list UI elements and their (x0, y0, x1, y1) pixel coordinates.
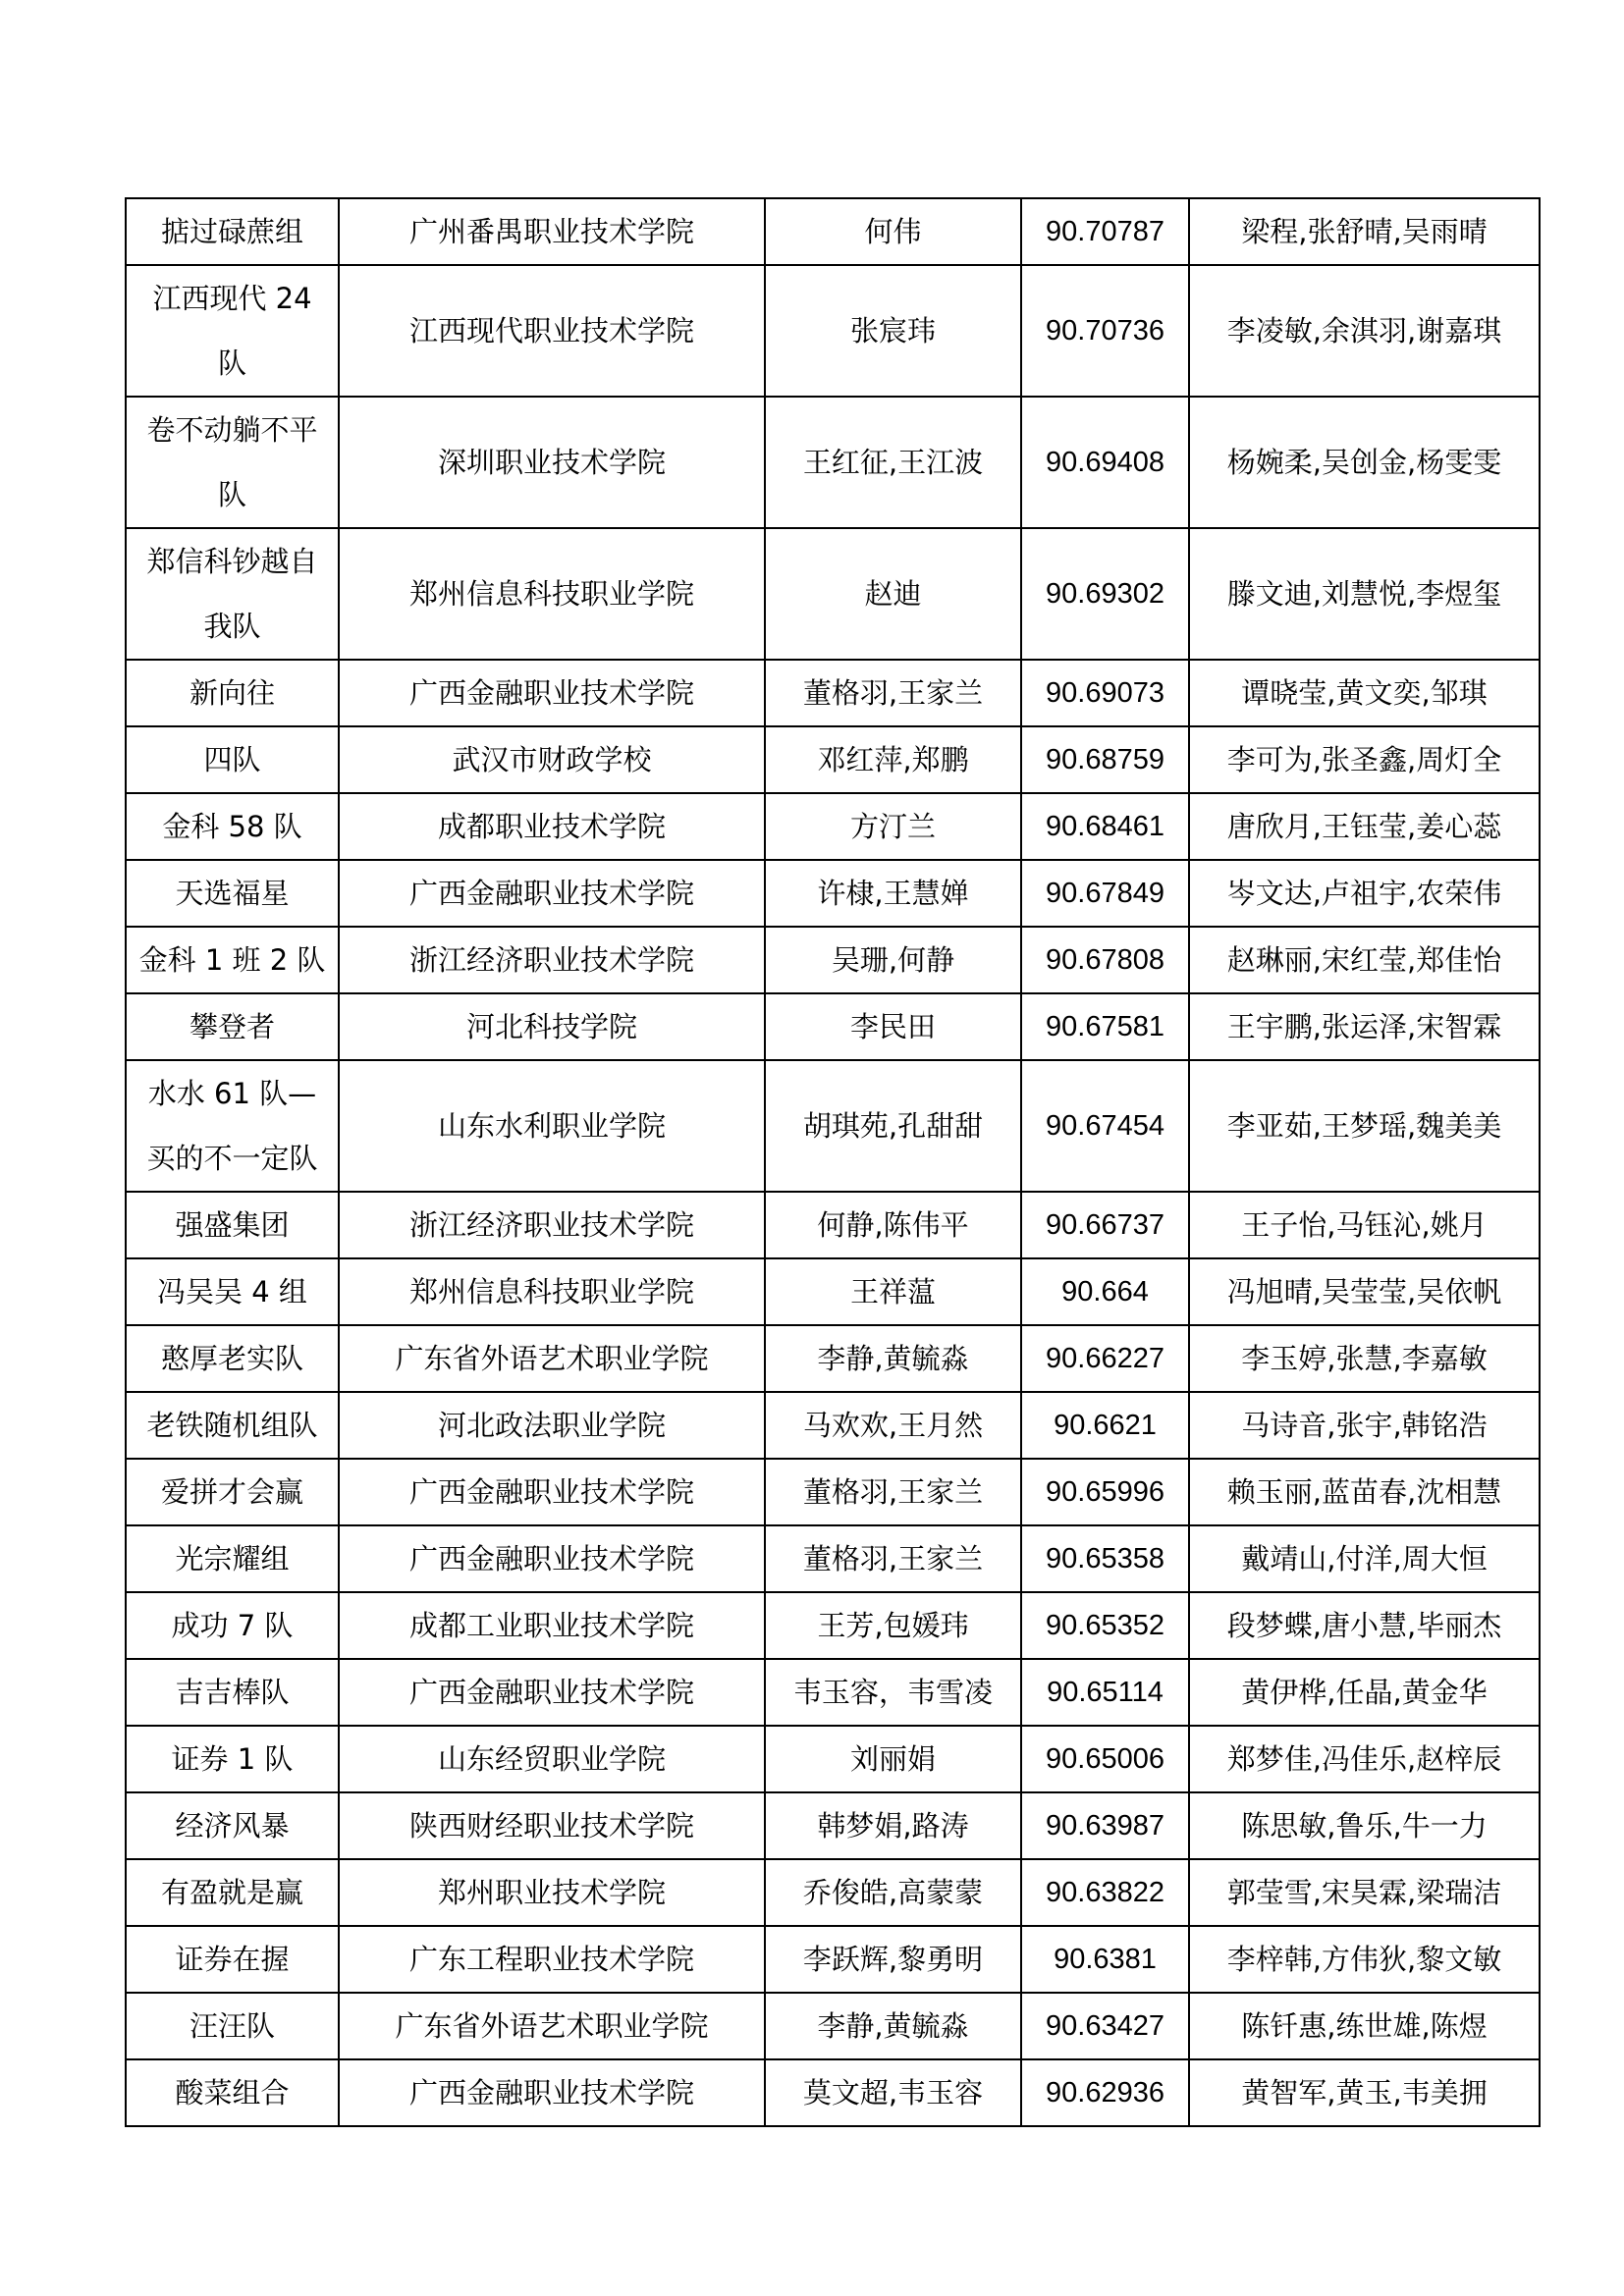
table-row (126, 1592, 1540, 1659)
coach-cell: 何静,陈伟平 (765, 1192, 1021, 1258)
score-cell: 90.68759 (1021, 726, 1189, 793)
score-cell: 90.63427 (1021, 1993, 1189, 2059)
school-cell: 成都工业职业技术学院 (339, 1592, 765, 1659)
school-cell: 广东省外语艺术职业学院 (339, 1993, 765, 2059)
score-cell: 90.65358 (1021, 1525, 1189, 1592)
members-cell: 陈思敏,鲁乐,牛一力 (1189, 1792, 1540, 1859)
team-name-cell: 掂过碌蔗组 (126, 198, 339, 265)
members-cell: 李亚茹,王梦瑶,魏美美 (1189, 1060, 1540, 1192)
coach-cell: 吴珊,何静 (765, 927, 1021, 993)
table-row (126, 726, 1540, 793)
table-row (126, 993, 1540, 1060)
members-cell: 王宇鹏,张运泽,宋智霖 (1189, 993, 1540, 1060)
results-table-body (126, 198, 1540, 2126)
score-cell: 90.67454 (1021, 1060, 1189, 1192)
score-cell: 90.68461 (1021, 793, 1189, 860)
table-row (126, 1192, 1540, 1258)
table-row (126, 528, 1540, 660)
team-name-cell: 水水 61 队—买的不一定队 (126, 1060, 339, 1192)
coach-cell: 李跃辉,黎勇明 (765, 1926, 1021, 1993)
score-cell: 90.67581 (1021, 993, 1189, 1060)
team-name-cell: 攀登者 (126, 993, 339, 1060)
team-name-cell: 酸菜组合 (126, 2059, 339, 2126)
table-row (126, 1859, 1540, 1926)
school-cell: 深圳职业技术学院 (339, 397, 765, 528)
members-cell: 马诗音,张宇,韩铭浩 (1189, 1392, 1540, 1459)
members-cell: 滕文迪,刘慧悦,李煜玺 (1189, 528, 1540, 660)
table-row (126, 660, 1540, 726)
members-cell: 李凌敏,余淇羽,谢嘉琪 (1189, 265, 1540, 397)
score-cell: 90.66737 (1021, 1192, 1189, 1258)
score-cell: 90.70736 (1021, 265, 1189, 397)
members-cell: 谭晓莹,黄文奕,邹琪 (1189, 660, 1540, 726)
team-name-cell: 天选福星 (126, 860, 339, 927)
table-row (126, 1060, 1540, 1192)
table-row (126, 860, 1540, 927)
table-row (126, 1792, 1540, 1859)
school-cell: 浙江经济职业技术学院 (339, 927, 765, 993)
table-row (126, 1459, 1540, 1525)
members-cell: 梁程,张舒晴,吴雨晴 (1189, 198, 1540, 265)
members-cell: 赵琳丽,宋红莹,郑佳怡 (1189, 927, 1540, 993)
school-cell: 山东水利职业学院 (339, 1060, 765, 1192)
members-cell: 冯旭晴,吴莹莹,吴依帆 (1189, 1258, 1540, 1325)
table-row (126, 198, 1540, 265)
coach-cell: 张宸玮 (765, 265, 1021, 397)
table-row (126, 1726, 1540, 1792)
members-cell: 黄伊桦,任晶,黄金华 (1189, 1659, 1540, 1726)
coach-cell: 邓红萍,郑鹏 (765, 726, 1021, 793)
coach-cell: 何伟 (765, 198, 1021, 265)
coach-cell: 马欢欢,王月然 (765, 1392, 1021, 1459)
school-cell: 山东经贸职业学院 (339, 1726, 765, 1792)
members-cell: 陈钎惠,练世雄,陈煜 (1189, 1993, 1540, 2059)
members-cell: 唐欣月,王钰莹,姜心蕊 (1189, 793, 1540, 860)
team-name-cell: 证券 1 队 (126, 1726, 339, 1792)
coach-cell: 李静,黄毓淼 (765, 1325, 1021, 1392)
members-cell: 王子怡,马钰沁,姚月 (1189, 1192, 1540, 1258)
score-cell: 90.6621 (1021, 1392, 1189, 1459)
coach-cell: 莫文超,韦玉容 (765, 2059, 1021, 2126)
school-cell: 广西金融职业技术学院 (339, 2059, 765, 2126)
table-row (126, 1258, 1540, 1325)
score-cell: 90.63822 (1021, 1859, 1189, 1926)
coach-cell: 方汀兰 (765, 793, 1021, 860)
table-row (126, 1659, 1540, 1726)
members-cell: 赖玉丽,蓝苗春,沈相慧 (1189, 1459, 1540, 1525)
coach-cell: 董格羽,王家兰 (765, 1459, 1021, 1525)
coach-cell: 董格羽,王家兰 (765, 660, 1021, 726)
table-row (126, 1392, 1540, 1459)
team-name-cell: 成功 7 队 (126, 1592, 339, 1659)
team-name-cell: 有盈就是赢 (126, 1859, 339, 1926)
school-cell: 成都职业技术学院 (339, 793, 765, 860)
coach-cell: 刘丽娟 (765, 1726, 1021, 1792)
coach-cell: 董格羽,王家兰 (765, 1525, 1021, 1592)
score-cell: 90.664 (1021, 1258, 1189, 1325)
school-cell: 浙江经济职业技术学院 (339, 1192, 765, 1258)
score-cell: 90.65114 (1021, 1659, 1189, 1726)
score-cell: 90.69073 (1021, 660, 1189, 726)
team-name-cell: 憨厚老实队 (126, 1325, 339, 1392)
team-name-cell: 爱拼才会赢 (126, 1459, 339, 1525)
school-cell: 广州番禺职业技术学院 (339, 198, 765, 265)
score-cell: 90.69302 (1021, 528, 1189, 660)
coach-cell: 李静,黄毓淼 (765, 1993, 1021, 2059)
coach-cell: 王芳,包媛玮 (765, 1592, 1021, 1659)
team-name-cell: 冯吴吴 4 组 (126, 1258, 339, 1325)
team-name-cell: 四队 (126, 726, 339, 793)
members-cell: 黄智军,黄玉,韦美拥 (1189, 2059, 1540, 2126)
table-row (126, 1525, 1540, 1592)
team-name-cell: 金科 1 班 2 队 (126, 927, 339, 993)
members-cell: 岑文达,卢祖宇,农荣伟 (1189, 860, 1540, 927)
team-name-cell: 老铁随机组队 (126, 1392, 339, 1459)
members-cell: 李可为,张圣鑫,周灯全 (1189, 726, 1540, 793)
members-cell: 李玉婷,张慧,李嘉敏 (1189, 1325, 1540, 1392)
score-cell: 90.67808 (1021, 927, 1189, 993)
team-name-cell: 新向往 (126, 660, 339, 726)
table-row (126, 927, 1540, 993)
team-name-cell: 证券在握 (126, 1926, 339, 1993)
score-cell: 90.62936 (1021, 2059, 1189, 2126)
members-cell: 段梦蝶,唐小慧,毕丽杰 (1189, 1592, 1540, 1659)
school-cell: 广西金融职业技术学院 (339, 1525, 765, 1592)
school-cell: 江西现代职业技术学院 (339, 265, 765, 397)
team-name-cell: 金科 58 队 (126, 793, 339, 860)
members-cell: 李梓韩,方伟狄,黎文敏 (1189, 1926, 1540, 1993)
school-cell: 郑州信息科技职业学院 (339, 528, 765, 660)
coach-cell: 许棣,王慧婵 (765, 860, 1021, 927)
coach-cell: 赵迪 (765, 528, 1021, 660)
school-cell: 郑州职业技术学院 (339, 1859, 765, 1926)
results-table (125, 197, 1541, 2127)
score-cell: 90.65996 (1021, 1459, 1189, 1525)
table-row (126, 1993, 1540, 2059)
school-cell: 广东工程职业技术学院 (339, 1926, 765, 1993)
score-cell: 90.66227 (1021, 1325, 1189, 1392)
school-cell: 河北政法职业学院 (339, 1392, 765, 1459)
members-cell: 杨婉柔,吴创金,杨雯雯 (1189, 397, 1540, 528)
team-name-cell: 汪汪队 (126, 1993, 339, 2059)
members-cell: 郑梦佳,冯佳乐,赵梓辰 (1189, 1726, 1540, 1792)
table-row (126, 793, 1540, 860)
coach-cell: 韩梦娟,路涛 (765, 1792, 1021, 1859)
team-name-cell: 江西现代 24 队 (126, 265, 339, 397)
score-cell: 90.69408 (1021, 397, 1189, 528)
table-row (126, 2059, 1540, 2126)
coach-cell: 韦玉容，韦雪凌 (765, 1659, 1021, 1726)
team-name-cell: 卷不动躺不平队 (126, 397, 339, 528)
table-row (126, 397, 1540, 528)
score-cell: 90.65006 (1021, 1726, 1189, 1792)
team-name-cell: 经济风暴 (126, 1792, 339, 1859)
coach-cell: 王红征,王江波 (765, 397, 1021, 528)
score-cell: 90.6381 (1021, 1926, 1189, 1993)
table-row (126, 265, 1540, 397)
team-name-cell: 强盛集团 (126, 1192, 339, 1258)
team-name-cell: 光宗耀组 (126, 1525, 339, 1592)
school-cell: 郑州信息科技职业学院 (339, 1258, 765, 1325)
coach-cell: 乔俊皓,高蒙蒙 (765, 1859, 1021, 1926)
school-cell: 广西金融职业技术学院 (339, 1459, 765, 1525)
school-cell: 广西金融职业技术学院 (339, 1659, 765, 1726)
school-cell: 广西金融职业技术学院 (339, 860, 765, 927)
school-cell: 广西金融职业技术学院 (339, 660, 765, 726)
school-cell: 陕西财经职业技术学院 (339, 1792, 765, 1859)
members-cell: 戴靖山,付洋,周大恒 (1189, 1525, 1540, 1592)
school-cell: 广东省外语艺术职业学院 (339, 1325, 765, 1392)
coach-cell: 李民田 (765, 993, 1021, 1060)
score-cell: 90.65352 (1021, 1592, 1189, 1659)
coach-cell: 胡琪苑,孔甜甜 (765, 1060, 1021, 1192)
members-cell: 郭莹雪,宋昊霖,梁瑞洁 (1189, 1859, 1540, 1926)
school-cell: 武汉市财政学校 (339, 726, 765, 793)
score-cell: 90.67849 (1021, 860, 1189, 927)
score-cell: 90.63987 (1021, 1792, 1189, 1859)
coach-cell: 王祥蕰 (765, 1258, 1021, 1325)
team-name-cell: 郑信科钞越自我队 (126, 528, 339, 660)
table-row (126, 1926, 1540, 1993)
school-cell: 河北科技学院 (339, 993, 765, 1060)
table-row (126, 1325, 1540, 1392)
score-cell: 90.70787 (1021, 198, 1189, 265)
team-name-cell: 吉吉棒队 (126, 1659, 339, 1726)
